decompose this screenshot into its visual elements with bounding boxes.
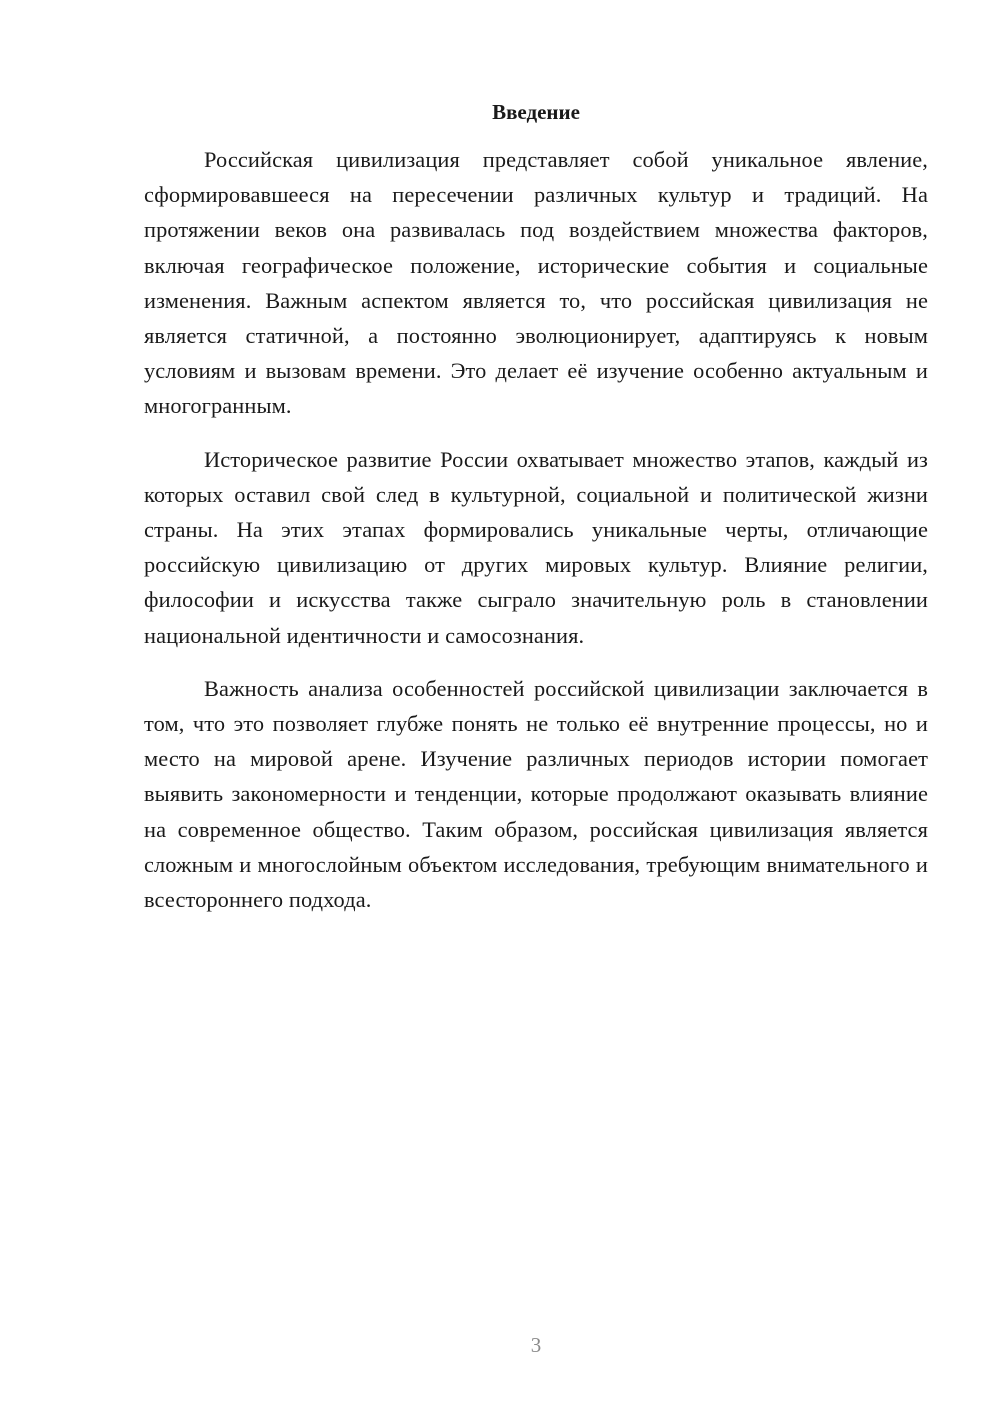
paragraph-3: Важность анализа особенностей российской цивилизации заключается в том, что это позволяет глубже понять не только её внутренние процессы, но и место на мировой арене. Изучение различных периодов истории помогает выявить закономерности и тенденции, которые продолжают оказывать влияние на современное общество. Таким образом, российская цивилизация является сложным и многослойным объектом исследования, требующим внимательного и всестороннего подхода. [144, 675, 928, 913]
section-heading: Введение [492, 100, 580, 124]
page-number: 3 [530, 1333, 542, 1357]
paragraph-2: Историческое развитие России охватывает множество этапов, каждый из которых оставил свой след в культурной, социальной и политической жизни страны. На этих этапах формировались уникальные черты, отличающие российскую цивилизацию от других мировых культур. Влияние религии, философии и искусства также сыграло значительную роль в становлении национальной идентичности и самосознания. [144, 446, 928, 648]
body-text [144, 142, 928, 935]
paragraph-1: Российская цивилизация представляет собой уникальное явление, сформировавшееся на пересечении различных культур и традиций. На протяжении веков она развивалась под воздействием множества факторов, включая географическое положение, исторические события и социальные изменения. Важным аспектом является то, что российская цивилизация не является статичной, а постоянно эволюционирует, адаптируясь к новым условиям и вызовам времени. Это делает её изучение особенно актуальным и многогранным. [144, 147, 928, 419]
